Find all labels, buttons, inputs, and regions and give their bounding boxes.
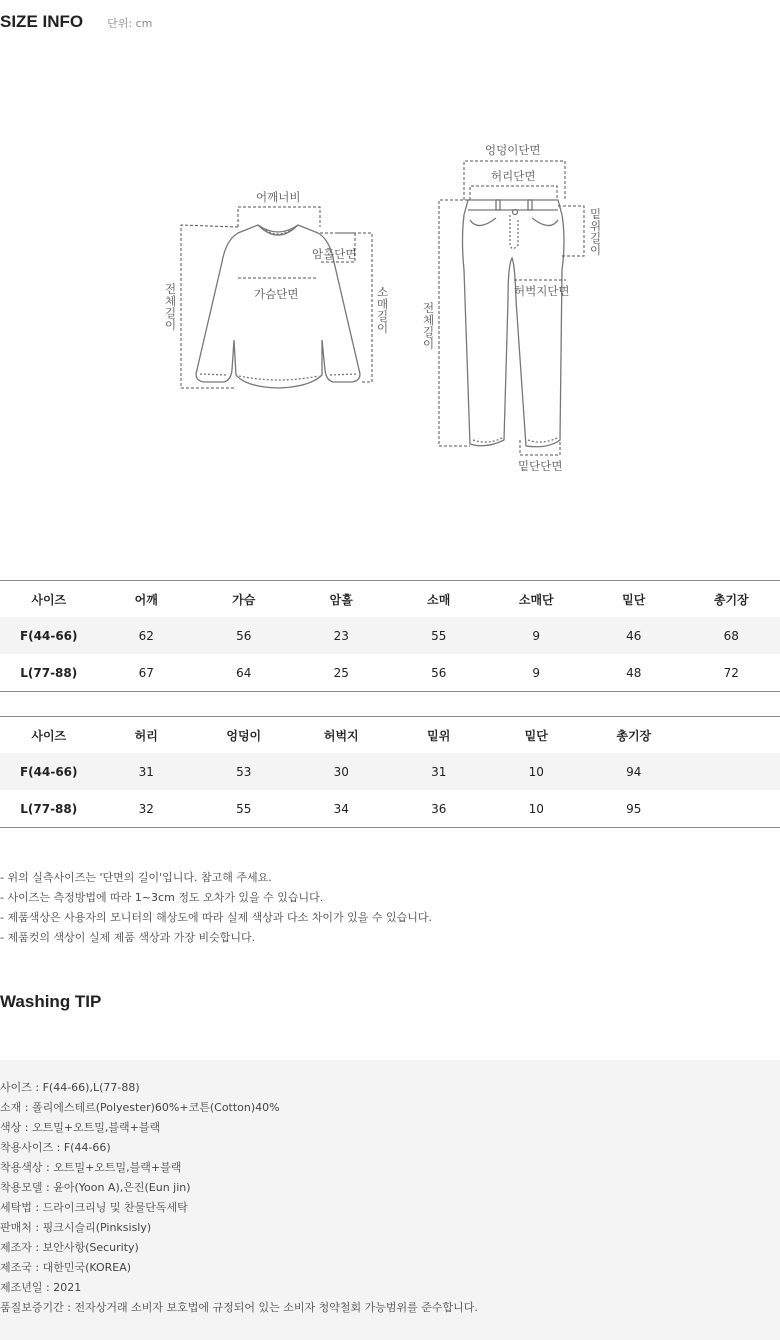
top-size-table bbox=[0, 580, 780, 692]
svg-text:매: 매 bbox=[377, 297, 389, 311]
label-top-total-length bbox=[165, 282, 176, 332]
info-line: 착용사이즈 : F(44-66) bbox=[0, 1141, 111, 1154]
svg-text:소: 소 bbox=[377, 285, 389, 299]
table-row bbox=[0, 654, 780, 692]
unit-label: 단위: cm bbox=[107, 17, 153, 30]
header-cell: 총기장 bbox=[683, 581, 780, 618]
header-cell: 어깨 bbox=[98, 581, 196, 618]
svg-text:이: 이 bbox=[423, 337, 435, 351]
table-row bbox=[0, 753, 780, 790]
header-cell: 밑단 bbox=[488, 717, 586, 754]
note-line: - 제품색상은 사용자의 모니터의 해상도에 따라 실제 색상과 다소 차이가 있을 수 있습니다. bbox=[0, 911, 432, 924]
label-thigh: 허벅지단면 bbox=[514, 284, 570, 298]
info-line: 제조자 : 보안사항(Security) bbox=[0, 1241, 139, 1254]
garment-illustration bbox=[0, 130, 780, 490]
table-header-row bbox=[0, 717, 780, 754]
value-cell: 31 bbox=[390, 753, 488, 790]
svg-text:길: 길 bbox=[165, 306, 177, 320]
label-sleeve-length bbox=[377, 285, 388, 335]
value-cell: 31 bbox=[98, 753, 196, 790]
value-cell bbox=[683, 790, 780, 828]
svg-text:길: 길 bbox=[590, 231, 602, 245]
value-cell: 9 bbox=[488, 654, 586, 692]
page-title: SIZE INFO bbox=[0, 12, 84, 31]
value-cell: 34 bbox=[293, 790, 391, 828]
value-cell: 68 bbox=[683, 617, 780, 654]
bottom-size-table bbox=[0, 716, 780, 828]
svg-text:이: 이 bbox=[377, 321, 389, 335]
size-cell: L(77-88) bbox=[0, 790, 98, 828]
info-line: 세탁법 : 드라이크리닝 및 찬물단독세탁 bbox=[0, 1201, 188, 1214]
product-info-box bbox=[0, 1060, 780, 1340]
info-line: 사이즈 : F(44-66),L(77-88) bbox=[0, 1081, 140, 1094]
header-cell: 소매단 bbox=[488, 581, 586, 618]
value-cell: 72 bbox=[683, 654, 780, 692]
value-cell: 55 bbox=[195, 790, 293, 828]
value-cell: 48 bbox=[585, 654, 683, 692]
note-line: - 제품컷의 색상이 실제 제품 색상과 가장 비슷합니다. bbox=[0, 931, 256, 944]
value-cell: 25 bbox=[293, 654, 391, 692]
value-cell: 32 bbox=[98, 790, 196, 828]
value-cell: 56 bbox=[390, 654, 488, 692]
table-row bbox=[0, 790, 780, 828]
svg-text:체: 체 bbox=[165, 294, 177, 308]
value-cell: 36 bbox=[390, 790, 488, 828]
info-line: 소재 : 폴리에스테르(Polyester)60%+코튼(Cotton)40% bbox=[0, 1101, 280, 1114]
value-cell: 67 bbox=[98, 654, 196, 692]
note-line: - 사이즈는 측정방법에 따라 1~3cm 정도 오차가 있을 수 있습니다. bbox=[0, 891, 324, 904]
pants-outline bbox=[463, 200, 565, 447]
value-cell: 64 bbox=[195, 654, 293, 692]
header-cell: 사이즈 bbox=[0, 581, 98, 618]
value-cell: 10 bbox=[488, 790, 586, 828]
label-hem: 밑단단면 bbox=[518, 459, 563, 473]
info-line: 판매처 : 핑크시슬리(Pinksisly) bbox=[0, 1221, 152, 1234]
header-cell: 암홀 bbox=[293, 581, 391, 618]
header-cell bbox=[683, 717, 780, 754]
info-line: 착용모델 : 윤아(Yoon A),은진(Eun jin) bbox=[0, 1181, 191, 1194]
label-hip: 엉덩이단면 bbox=[485, 143, 541, 157]
value-cell: 95 bbox=[585, 790, 683, 828]
info-line: 색상 : 오트밀+오트밀,블랙+블랙 bbox=[0, 1121, 161, 1134]
svg-text:전: 전 bbox=[165, 282, 177, 296]
size-cell: F(44-66) bbox=[0, 753, 98, 790]
svg-text:이: 이 bbox=[165, 318, 177, 332]
value-cell: 94 bbox=[585, 753, 683, 790]
label-pants-total-length bbox=[423, 301, 434, 351]
svg-text:체: 체 bbox=[423, 313, 435, 327]
label-armhole: 암홀단면 bbox=[312, 247, 357, 261]
size-cell: F(44-66) bbox=[0, 617, 98, 654]
svg-text:전: 전 bbox=[423, 301, 435, 315]
value-cell: 62 bbox=[98, 617, 196, 654]
header-cell: 사이즈 bbox=[0, 717, 98, 754]
header-cell: 허벅지 bbox=[293, 717, 391, 754]
svg-text:길: 길 bbox=[423, 325, 435, 339]
size-info-header bbox=[0, 12, 152, 32]
header-cell: 총기장 bbox=[585, 717, 683, 754]
washing-tip-title: Washing TIP bbox=[0, 992, 102, 1011]
size-diagram bbox=[0, 130, 780, 490]
note-line: - 위의 실측사이즈는 '단면의 길이'입니다. 참고해 주세요. bbox=[0, 871, 272, 884]
header-cell: 밑위 bbox=[390, 717, 488, 754]
value-cell: 10 bbox=[488, 753, 586, 790]
info-line: 착용색상 : 오트밀+오트밀,블랙+블랙 bbox=[0, 1161, 182, 1174]
value-cell: 23 bbox=[293, 617, 391, 654]
header-cell: 밑단 bbox=[585, 581, 683, 618]
label-waist: 허리단면 bbox=[491, 169, 536, 183]
label-chest: 가슴단면 bbox=[254, 287, 299, 301]
size-notes bbox=[0, 868, 432, 948]
svg-text:밑: 밑 bbox=[590, 207, 602, 221]
value-cell: 9 bbox=[488, 617, 586, 654]
label-shoulder: 어깨너비 bbox=[256, 190, 301, 204]
value-cell: 46 bbox=[585, 617, 683, 654]
value-cell: 53 bbox=[195, 753, 293, 790]
info-line: 품질보증기간 : 전자상거래 소비자 보호법에 규정되어 있는 소비자 청약철회 가능범위를 준수합니다. bbox=[0, 1301, 478, 1314]
header-cell: 엉덩이 bbox=[195, 717, 293, 754]
info-line: 제조국 : 대한민국(KOREA) bbox=[0, 1261, 132, 1274]
value-cell: 55 bbox=[390, 617, 488, 654]
value-cell: 30 bbox=[293, 753, 391, 790]
table-header-row bbox=[0, 581, 780, 618]
svg-text:길: 길 bbox=[377, 309, 389, 323]
info-line: 제조년일 : 2021 bbox=[0, 1281, 82, 1294]
svg-text:위: 위 bbox=[590, 219, 602, 233]
label-rise-length bbox=[590, 207, 601, 257]
table-row bbox=[0, 617, 780, 654]
header-cell: 가슴 bbox=[195, 581, 293, 618]
size-cell: L(77-88) bbox=[0, 654, 98, 692]
header-cell: 허리 bbox=[98, 717, 196, 754]
value-cell bbox=[683, 753, 780, 790]
svg-text:이: 이 bbox=[590, 243, 602, 257]
value-cell: 56 bbox=[195, 617, 293, 654]
header-cell: 소매 bbox=[390, 581, 488, 618]
